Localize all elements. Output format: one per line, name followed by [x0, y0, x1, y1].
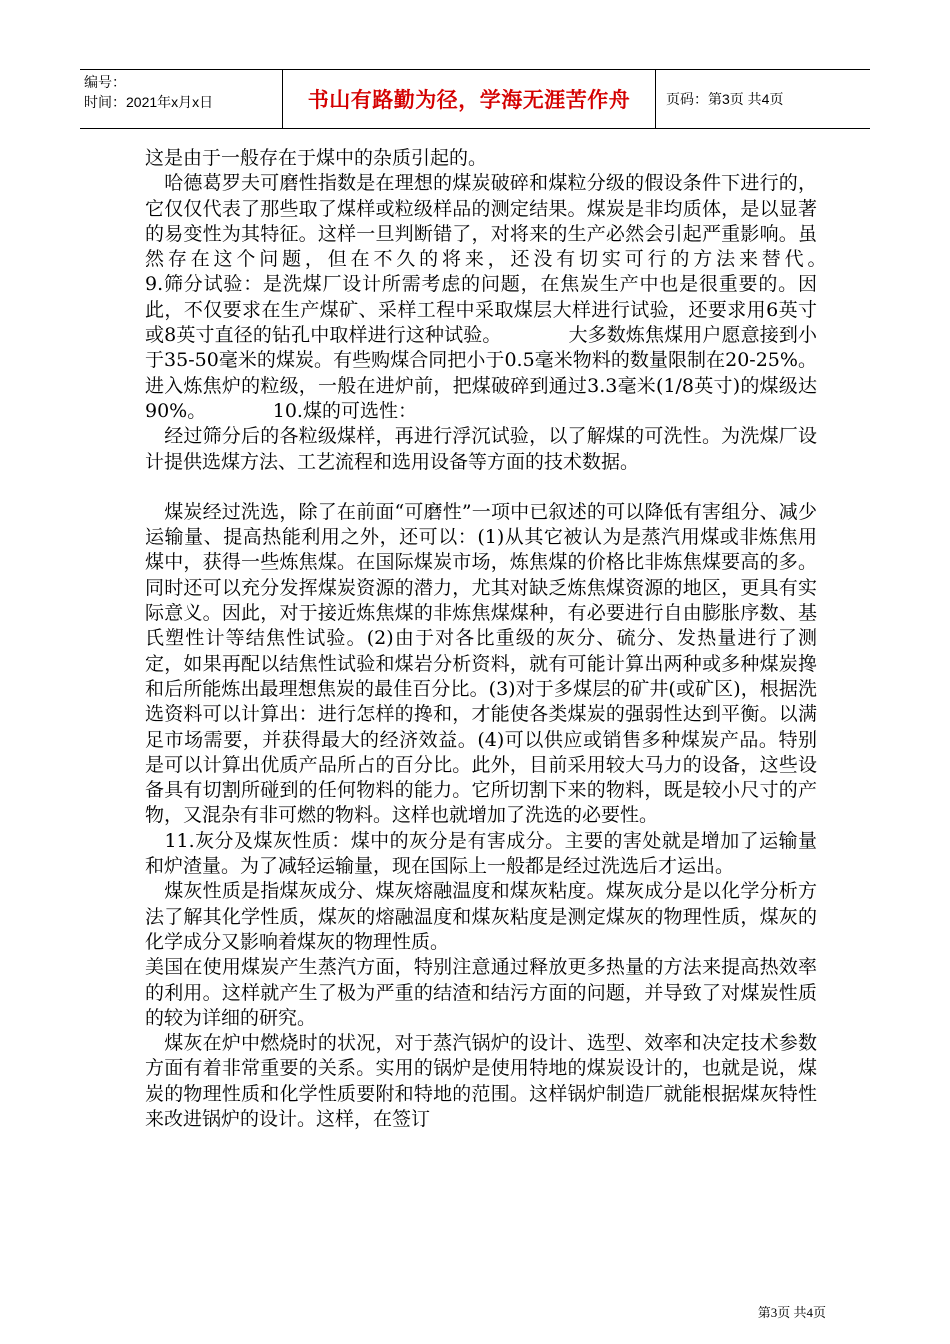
paragraph-7: 美国在使用煤炭产生蒸汽方面，特别注意通过释放更多热量的方法来提高热效率的利用。这样就产生了极为严重的结渣和结污方面的问题，并导致了对煤炭性质的较为详细的研究。 — [145, 956, 817, 1029]
number-label: 编号： — [84, 74, 126, 90]
header-meta — [80, 70, 283, 128]
page-header — [80, 69, 870, 129]
paragraph-2: 哈德葛罗夫可磨性指数是在理想的煤炭破碎和煤粒分级的假设条件下进行的，它仅仅代表了那些取了煤样或粒级样品的测定结果。煤炭是非均质体，是以显著的易变性为其特征。这样一旦判断错了，对将来的生产必然会引起严重影响。虽然存在这个问题，但在不久的将来，还没有切实可行的方法来替代。 9.筛分试验：是洗煤厂设计所需考虑的问题，在焦炭生产中也是很重要的。因此，不仅要求在生产煤矿、采样工程中采取煤层大样进行试验，还要求用6英寸或8英寸直径的钻孔中取样进行这种试验。 大多数炼焦煤用户愿意接到小于35-50毫米的煤炭。有些购煤合同把小于0.5毫米物料的数量限制在20-25%。进入炼焦炉的粒级，一般在进炉前，把煤破碎到通过3.3毫米(1/8英寸)的煤级达90%。 10.煤的可选性： — [145, 172, 932, 422]
paragraph-6: 煤灰性质是指煤灰成分、煤灰熔融温度和煤灰粘度。煤灰成分是以化学分析方法了解其化学性质，煤灰的熔融温度和煤灰粘度是测定煤灰的物理性质，煤灰的化学成分又影响着煤灰的物理性质。 — [145, 880, 817, 953]
paragraph-8: 煤灰在炉中燃烧时的状况，对于蒸汽锅炉的设计、选型、效率和决定技术参数方面有着非常重要的关系。实用的锅炉是使用特地的煤炭设计的，也就是说，煤炭的物理性质和化学性质要附和特地的范围。这样锅炉制造厂就能根据煤灰特性来改进锅炉的设计。这样，在签订 — [145, 1032, 817, 1130]
paragraph-1: 这是由于一般存在于煤中的杂质引起的。 — [145, 147, 488, 169]
paragraph-4: 煤炭经过洗选，除了在前面“可磨性”一项中已叙述的可以降低有害组分、减少运输量、提高热能利用之外，还可以：(1)从其它被认为是蒸汽用煤或非炼焦用煤中，获得一些炼焦煤。在国际煤炭市场，炼焦煤的价格比非炼焦煤要高的多。同时还可以充分发挥煤炭资源的潜力，尤其对缺乏炼焦煤资源的地区，更具有实际意义。因此，对于接近炼焦煤的非炼焦煤煤种，有必要进行自由膨胀序数、基氏塑性计等结焦性试验。(2)由于对各比重级的灰分、硫分、发热量进行了测定，如果再配以结焦性试验和煤岩分析资料，就有可能计算出两种或多种煤炭搀和后所能炼出最理想焦炭的最佳百分比。(3)对于多煤层的矿井(或矿区)，根据洗选资料可以计算出：进行怎样的搀和，才能使各类煤炭的强弱性达到平衡。以满足市场需要，并获得最大的经济效益。(4)可以供应或销售多种煤炭产品。特别是可以计算出优质产品所占的百分比。此外，目前采用较大马力的设备，这些设备具有切割所碰到的任何物料的能力。它所切割下来的物料，既是较小尺寸的产物，又混杂有非可燃的物料。这样也就增加了洗选的必要性。 — [145, 500, 817, 827]
paragraph-gap — [145, 475, 817, 500]
page-footer: 第3页 共4页 — [757, 1305, 826, 1320]
paragraph-5: 11.灰分及煤灰性质：煤中的灰分是有害成分。主要的害处就是增加了运输量和炉渣量。为了减轻运输量，现在国际上一般都是经过洗选后才运出。 — [145, 829, 817, 878]
document-body — [145, 146, 932, 1132]
paragraph-3: 经过筛分后的各粒级煤样，再进行浮沉试验，以了解煤的可洗性。为洗煤厂设计提供选煤方法、工艺流程和选用设备等方面的技术数据。 — [145, 425, 817, 473]
time-label: 时间：2021年x月x日 — [84, 94, 214, 110]
header-motto: 书山有路勤为径，学海无涯苦作舟 — [283, 70, 656, 128]
header-page-info: 页码：第3页 共4页 — [666, 91, 784, 107]
